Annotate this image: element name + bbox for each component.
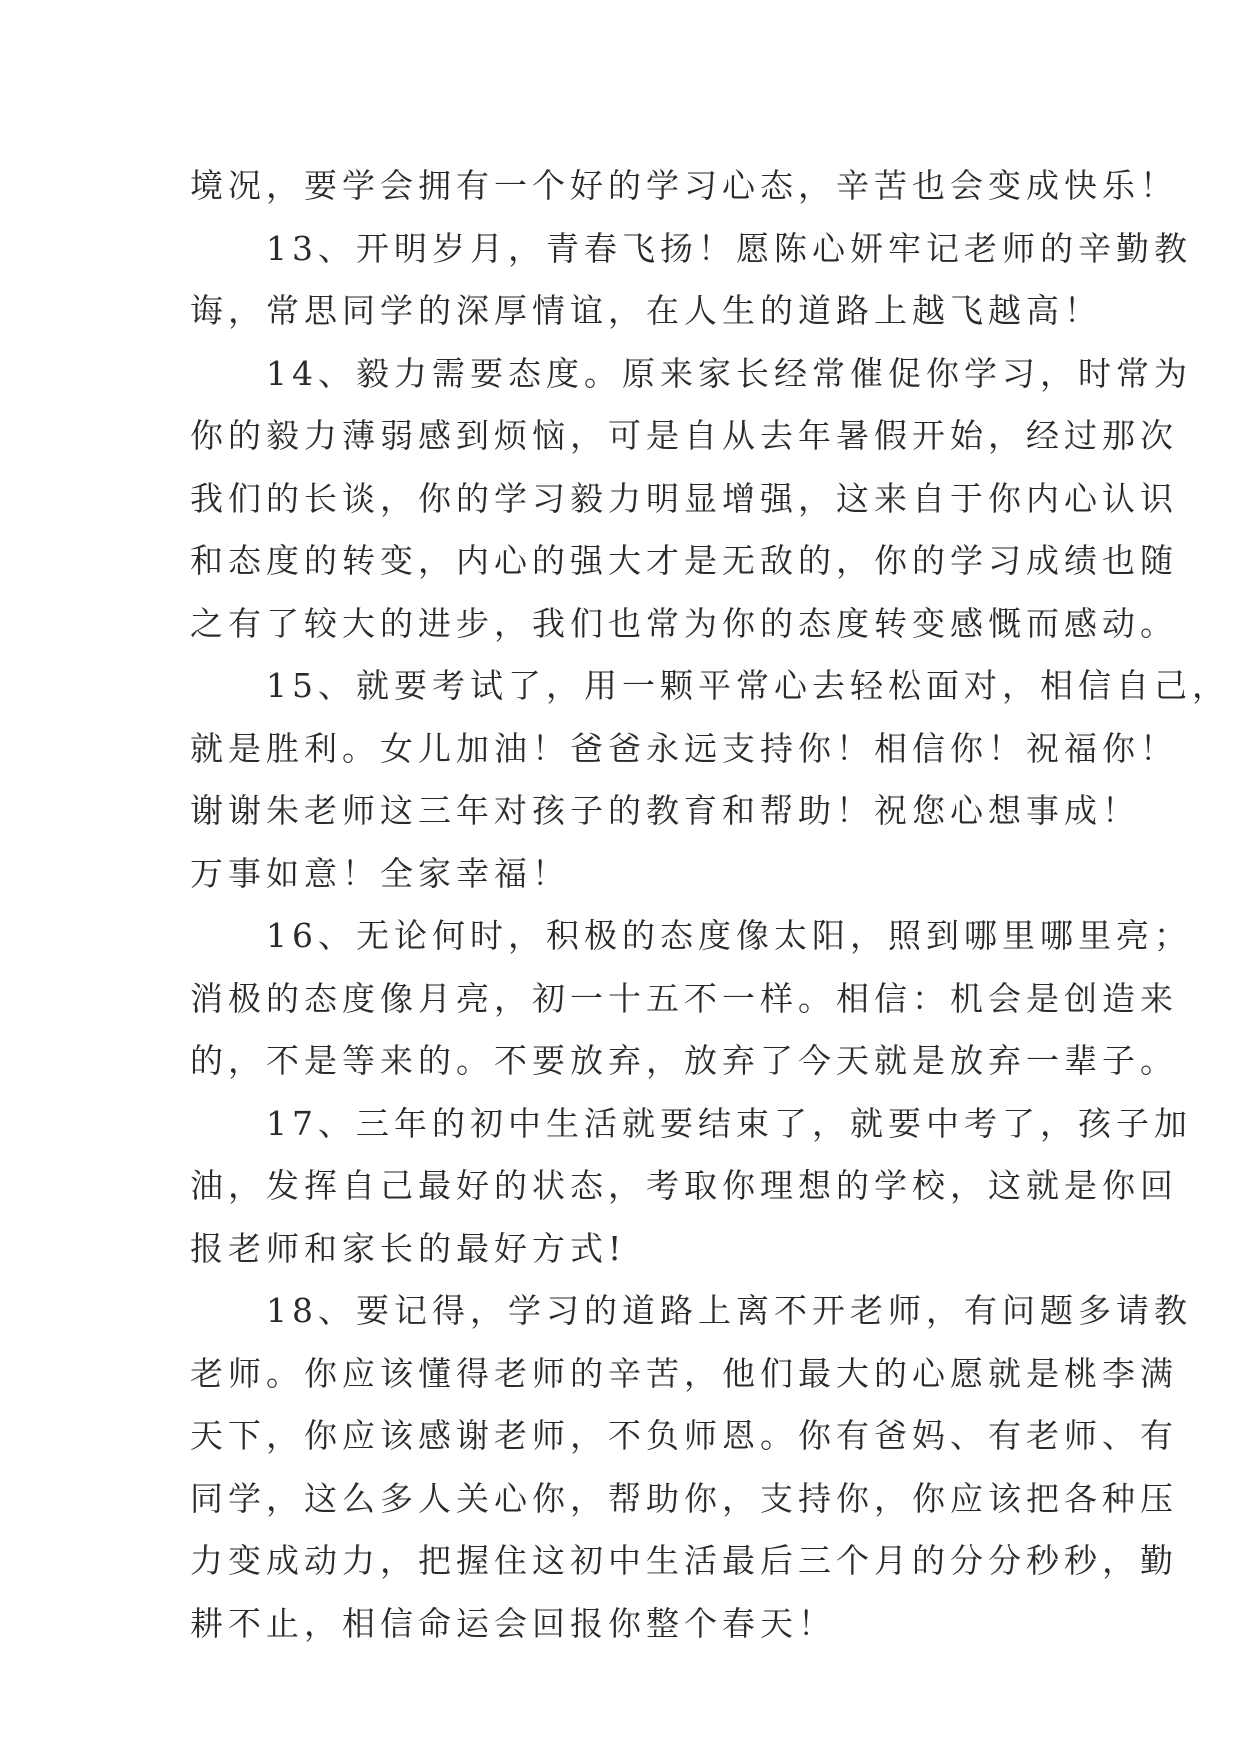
- text-line: 万事如意！全家幸福！: [190, 853, 570, 893]
- document-body: [190, 155, 1230, 1655]
- text-line: 你的毅力薄弱感到烦恼，可是自从去年暑假开始，经过那次: [190, 416, 1178, 455]
- text-line: 就是胜利。女儿加油！爸爸永远支持你！相信你！祝福你！: [190, 728, 1178, 768]
- paragraph-start-18: 18、要记得，学习的道路上离不开老师，有问题多请教: [266, 1291, 1192, 1330]
- text-line: 老师。你应该懂得老师的辛苦，他们最大的心愿就是桃李满: [190, 1353, 1178, 1393]
- text-line: 力变成动力，把握住这初中生活最后三个月的分分秒秒，勤: [190, 1541, 1178, 1580]
- paragraph-start-13: 13、开明岁月，青春飞扬！愿陈心妍牢记老师的辛勤教: [266, 228, 1192, 268]
- text-line: 境况，要学会拥有一个好的学习心态，辛苦也会变成快乐！: [190, 166, 1178, 205]
- text-line: 的，不是等来的。不要放弃，放弃了今天就是放弃一辈子。: [190, 1041, 1178, 1080]
- text-line: 油，发挥自己最好的状态，考取你理想的学校，这就是你回: [190, 1166, 1178, 1205]
- paragraph-start-16: 16、无论何时，积极的态度像太阳，照到哪里哪里亮；: [266, 916, 1192, 955]
- paragraph-start-14: 14、毅力需要态度。原来家长经常催促你学习，时常为: [266, 353, 1192, 393]
- paragraph-start-15: 15、就要考试了，用一颗平常心去轻松面对，相信自己，: [266, 666, 1230, 705]
- text-line: 和态度的转变，内心的强大才是无敌的，你的学习成绩也随: [190, 541, 1178, 580]
- text-line: 报老师和家长的最好方式!: [190, 1228, 627, 1268]
- text-line: 消极的态度像月亮，初一十五不一样。相信：机会是创造来: [190, 978, 1178, 1018]
- text-line: 天下，你应该感谢老师，不负师恩。你有爸妈、有老师、有: [190, 1416, 1178, 1455]
- text-line: 耕不止，相信命运会回报你整个春天！: [190, 1603, 836, 1643]
- text-line: 诲，常思同学的深厚情谊，在人生的道路上越飞越高！: [190, 291, 1102, 330]
- text-line: 之有了较大的进步，我们也常为你的态度转变感慨而感动。: [190, 603, 1178, 643]
- text-line: 我们的长谈，你的学习毅力明显增强，这来自于你内心认识: [190, 478, 1178, 518]
- text-line: 同学，这么多人关心你，帮助你，支持你，你应该把各种压: [190, 1478, 1178, 1518]
- paragraph-start-17: 17、三年的初中生活就要结束了，就要中考了，孩子加: [266, 1103, 1192, 1143]
- text-line: 谢谢朱老师这三年对孩子的教育和帮助！祝您心想事成！: [190, 791, 1140, 830]
